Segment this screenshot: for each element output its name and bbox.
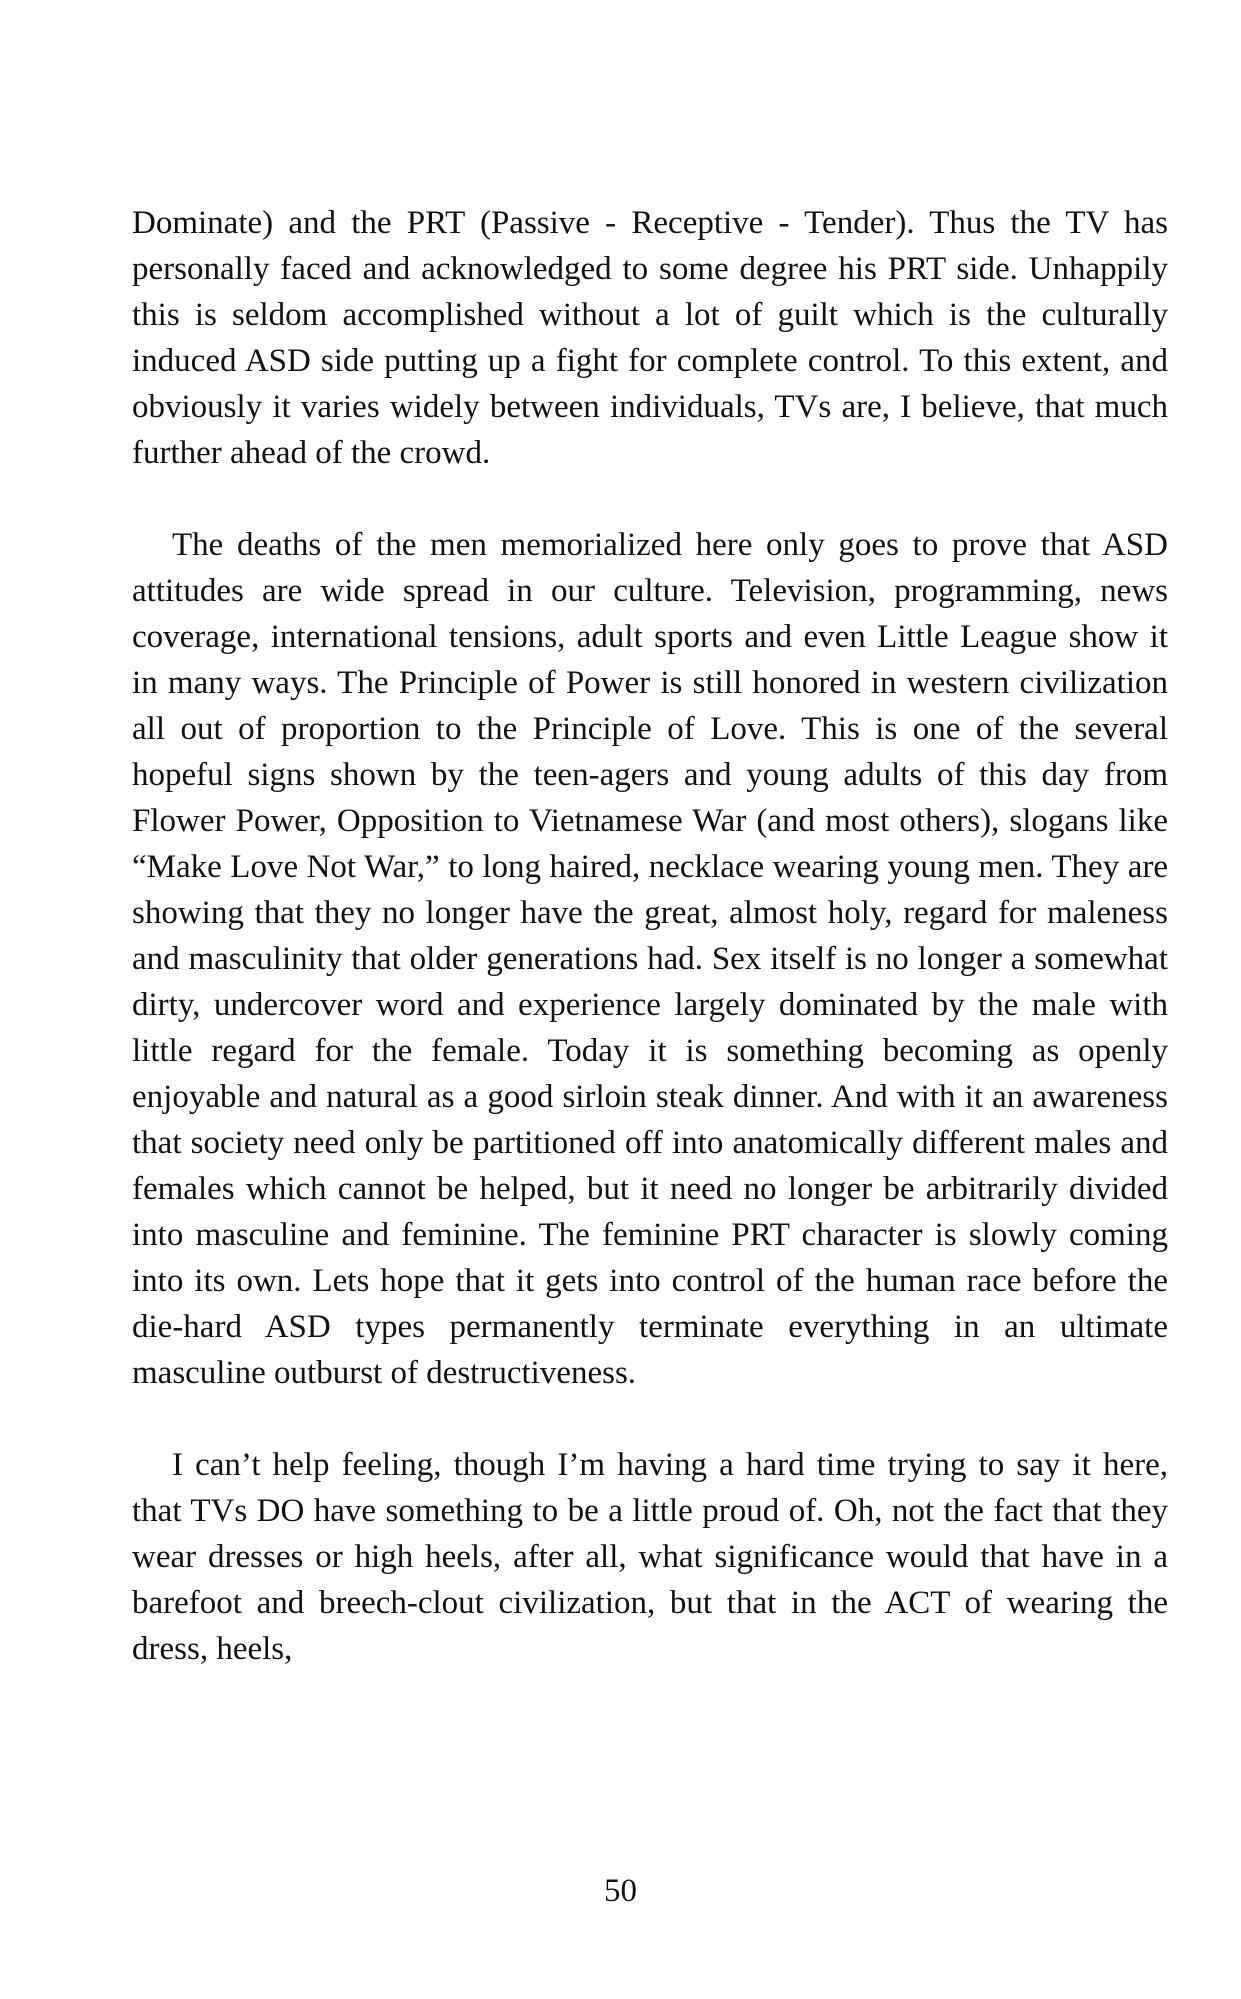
- paragraph-2: The deaths of the men memorialized here only goes to prove that ASD attitudes are wide spread in our culture. Television, programming, news coverage, international tensions, adult sports and even Little League show it in many ways. The Principle of Power is still honored in western civilization all out of proportion to the Principle of Love. This is one of the several hopeful signs shown by the teen-agers and young adults of this day from Flower Power, Opposition to Vietnamese War (and most others), slogans like “Make Love Not War,” to long haired, necklace wearing young men. They are showing that they no longer have the great, almost holy, regard for maleness and masculinity that older generations had. Sex itself is no longer a somewhat dirty, undercover word and experience largely dominated by the male with little regard for the female. Today it is something becoming as openly enjoyable and natural as a good sirloin steak dinner. And with it an awareness that society need only be partitioned off into anatomically different males and females which cannot be helped, but it need no longer be arbitrarily divided into masculine and feminine. The feminine PRT character is slowly coming into its own. Lets hope that it gets into control of the human race before the die-hard ASD types permanently terminate everything in an ultimate masculine outburst of destructiveness.: [132, 527, 1168, 1391]
- paragraph-3: I can’t help feeling, though I’m having a hard time trying to say it here, that TVs DO have something to be a little proud of. Oh, not the fact that they wear dresses or high heels, after all, what significance would that have in a barefoot and breech-clout civilization, but that in the ACT of wearing the dress, heels,: [132, 1447, 1168, 1667]
- body-text: [132, 200, 1168, 1672]
- paragraph-1: Dominate) and the PRT (Passive - Receptive - Tender). Thus the TV has personally faced and acknowledged to some degree his PRT side. Unhappily this is seldom accomplished without a lot of guilt which is the culturally induced ASD side putting up a fight for complete control. To this extent, and obviously it varies widely between individuals, TVs are, I believe, that much further ahead of the crowd.: [132, 205, 1168, 471]
- page-number: 50: [604, 1873, 637, 1909]
